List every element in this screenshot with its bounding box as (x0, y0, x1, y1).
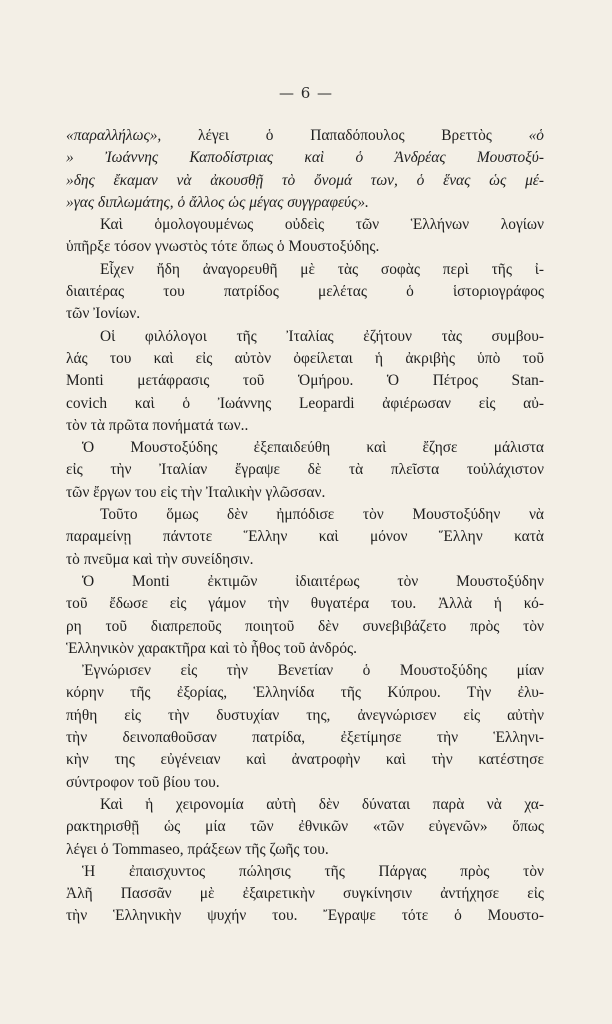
text-line: παραμείνῃ πάντοτε Ἕλλην καὶ μόνον Ἕλλην κατὰ (66, 528, 544, 546)
text-line: τὸ πνεῦμα καὶ τὴν συνείδησιν. (66, 550, 254, 568)
text-line: τὴν Ἑλληνικὴν ψυχήν του. Ἔγραψε τότε ὁ Μουστο- (66, 907, 544, 925)
text-line: Ἀλῆ Πασσᾶν μὲ ἐξαιρετικὴν συγκίνησιν ἀντήχησε εἰς (66, 885, 544, 903)
text-line: λάς του καὶ εἰς αὐτὸν ὀφείλεται ἡ ἀκριβὴς ὑπὸ τοῦ (66, 349, 544, 367)
text-line: Monti μετάφρασις τοῦ Ὁμήρου. Ὁ Πέτρος Stan- (66, 372, 544, 390)
text-line: «παραλλήλως», λέγει ὁ Παπαδόπουλος Βρεττὸς «ὁ (66, 127, 544, 144)
text-line: Ὁ Μουστοξύδης ἐξεπαιδεύθη καὶ ἔζησε μάλιστα (82, 439, 544, 457)
text-line: Καὶ ἡ χειρονομία αὐτὴ δὲν δύναται παρὰ νὰ χα- (100, 795, 544, 813)
text-line: Ὁ Monti ἐκτιμῶν ἰδιαιτέρως τὸν Μουστοξύδην (82, 572, 544, 590)
text-line: σύντροφον τοῦ βίου του. (66, 773, 220, 791)
text-line: ρη τοῦ διαπρεποῦς ποιητοῦ δὲν συνεβιβάζετο πρὸς τὸν (66, 617, 544, 635)
text-line: Ἑλληνικὸν χαρακτῆρα καὶ τὸ ἦθος τοῦ ἀνδρός. (66, 639, 357, 657)
text-line: Οἱ φιλόλογοι τῆς Ἰταλίας ἐζήτουν τὰς συμβου- (100, 327, 544, 345)
text-line: κὴν της εὐγένειαν καὶ ἀνατροφὴν καὶ τὴν κατέστησε (66, 751, 544, 769)
text-line: covich καὶ ὁ Ἰωάννης Leopardi ἀφιέρωσαν εἰς αὐ- (66, 394, 544, 412)
text-line: Ἡ ἐπαισχυντος πώλησις τῆς Πάργας πρὸς τὸν (82, 862, 544, 880)
text-line: τῶν Ἰονίων. (66, 305, 141, 323)
page-number: — 6 — (278, 84, 334, 102)
text-line: διαιτέρας του πατρίδος μελέτας ὁ ἱστοριογράφος (66, 283, 544, 301)
text-line: »γας διπλωμάτης, ὁ ἄλλος ὡς μέγας συγγραφεύς». (66, 193, 369, 211)
text-line: εἰς τὴν Ἰταλίαν ἔγραψε δὲ τὰ πλεῖστα τοὐλάχιστον (66, 461, 544, 479)
text-line: ὑπῆρξε τόσον γνωστὸς τότε ὅπως ὁ Μουστοξύδης. (66, 238, 380, 256)
text-line: » Ἰωάννης Καποδίστριας καὶ ὁ Ἀνδρέας Μουστοξύ- (66, 149, 544, 167)
body-text (66, 125, 544, 928)
text-line: Εἶχεν ἤδη ἀναγορευθῆ μὲ τὰς σοφὰς περὶ τῆς ἰ- (100, 260, 544, 278)
text-line: λέγει ὁ Tommaseo, πράξεων τῆς ζωῆς του. (66, 840, 329, 858)
text-line: τῶν ἔργων του εἰς τὴν Ἰταλικὴν γλῶσσαν. (66, 483, 326, 501)
text-line: Τοῦτο ὅμως δὲν ἠμπόδισε τὸν Μουστοξύδην νὰ (100, 506, 544, 524)
text-line: κόρην τῆς ἐξορίας, Ἑλληνίδα τῆς Κύπρου. Τὴν ἐλυ- (66, 684, 544, 702)
text-line: τὴν δεινοπαθοῦσαν πατρίδα, ἐξετίμησε τὴν Ἑλληνι- (66, 729, 544, 747)
text-line: ρακτηρισθῇ ὡς μία τῶν ἐθνικῶν «τῶν εὐγενῶν» ὅπως (66, 818, 544, 836)
text-line: Ἐγνώρισεν εἰς τὴν Βενετίαν ὁ Μουστοξύδης μίαν (82, 662, 544, 680)
text-line: Καὶ ὁμολογουμένως οὐδεὶς τῶν Ἑλλήνων λογίων (100, 216, 544, 234)
text-line: τὸν τὰ πρῶτα πονήματά των.. (66, 416, 249, 434)
text-line: πήθη εἰς τὴν δυστυχίαν της, ἀνεγνώρισεν εἰς αὐτὴν (66, 706, 544, 724)
text-line: »δης ἔκαμαν νὰ ἀκουσθῇ τὸ ὄνομά των, ὁ ἕνας ὡς μέ- (66, 171, 544, 189)
text-line: τοῦ ἔδωσε εἰς γάμον τὴν θυγατέρα του. Ἀλλὰ ἡ κό- (66, 595, 544, 613)
